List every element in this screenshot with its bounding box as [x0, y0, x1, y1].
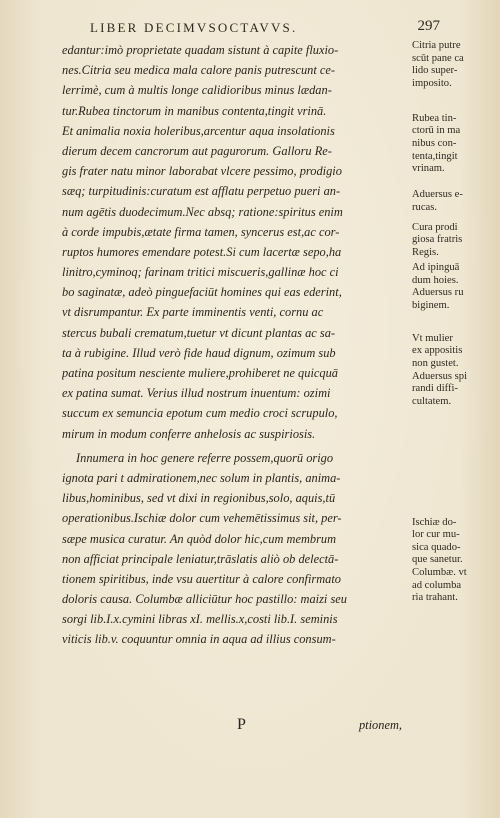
text-line: libus,hominibus, sed vt dixi in regionibus,solo, aquis,tū [62, 491, 336, 506]
margin-note-line: ex appositis [412, 345, 463, 357]
text-line: Innumera in hoc genere referre possem,quorū origo [76, 450, 334, 465]
margin-note-line: sica quado- [412, 541, 461, 553]
text-line: sæpe musica curatur. An quòd dolor hic,cum membrum [62, 531, 337, 546]
margin-note-line: Aduersus e- [412, 189, 463, 201]
text-line: patina positum nesciente muliere,prohiberet ne quicquā [62, 366, 338, 380]
margin-note-line: giosa fratris [412, 234, 463, 246]
margin-note-line: ria trahant. [412, 592, 458, 604]
margin-note-line: non gustet. [412, 358, 459, 370]
running-head: LIBER DECIMVSOCTAVVS. [90, 20, 298, 35]
main-text-block [62, 40, 408, 650]
margin-note-line: Rubea tin- [412, 112, 457, 124]
catchword: ptionem, [358, 718, 402, 732]
text-line: viticis lib.v. coquuntur omnia in aqua ad illius consum- [62, 632, 336, 647]
margin-note-line: cultatem. [412, 395, 452, 407]
margin-note-line: rucas. [412, 202, 437, 214]
margin-note-line: nibus con- [412, 137, 457, 149]
text-line: Et animalia noxia holeribus,arcentur aqua insolationis [62, 123, 335, 138]
text-line: gis frater natu minor laborabat vlcere pessimo, prodigio [62, 164, 342, 179]
margin-note-line: scūt pane ca [412, 52, 464, 64]
margin-note-line: Regis. [412, 246, 439, 258]
margin-note-line: Aduersus spi [412, 370, 468, 382]
text-line: nes.Citria seu medica mala calore panis putrescunt ce- [62, 63, 336, 78]
margin-note [412, 517, 498, 605]
text-line: edantur:imò proprietate quadam sistunt à capite fluxio- [62, 43, 339, 57]
margin-note-line: Cura prodi [412, 221, 458, 233]
margin-note-line: ctorū in ma [412, 125, 461, 137]
text-line: non afficiat principale leniatur,trāslatis aliò ob delectā- [62, 551, 339, 566]
text-line: lerrimè, cum à multis longe calidioribus minus lædan- [62, 83, 332, 98]
margin-note-line: imposito. [412, 77, 452, 89]
text-line: stercus bubali crematum,tuetur vt dicunt plantas ac sa- [62, 325, 336, 340]
text-line: à corde impubis,ætate firma tamen, syncerus est,ac cor- [62, 224, 340, 239]
text-line: operationibus.Ischiæ dolor cum vehemētissimus sit, per- [62, 511, 342, 526]
text-line: dierum decem cancrorum aut pagurorum. Galloru Re- [62, 143, 332, 158]
text-line: tur.Rubea tinctorum in manibus contenta,tingit vrinā. [62, 103, 327, 118]
margin-note-line: tenta,tingit [412, 150, 458, 162]
text-line: tionem spiritibus, inde vsu auertitur à calore confirmato [62, 571, 342, 586]
text-line: vt disrumpantur. Ex parte imminentis venti, cornu ac [62, 305, 324, 320]
margin-note-line: Aduersus ru [412, 287, 464, 299]
margin-note-line: Citria putre [412, 40, 461, 51]
margin-note-line: lor cur mu- [412, 529, 460, 541]
signature-mark: P [237, 716, 246, 733]
page-header [90, 18, 440, 40]
margin-note-line: Vt mulier [412, 332, 453, 344]
margin-note [412, 333, 498, 409]
text-line: doloris causa. Columbæ alliciūtur hoc pastillo: maizi seu [62, 592, 347, 607]
margin-note-line: dum hoies. [412, 274, 459, 286]
margin-note-line: Columbæ. vt [412, 567, 467, 579]
text-line: num agētis duodecimum.Nec absq; ratione:spiritus enim [62, 204, 343, 219]
margin-note-line: randi diffi- [412, 383, 458, 395]
text-line: bo saginatæ, adeò pinguefaciūt homines qui eas ederint, [62, 285, 342, 300]
margin-note-line: Ad ipinguā [412, 262, 460, 274]
margin-note-line: vrinam. [412, 163, 445, 175]
margin-note [412, 222, 498, 260]
margin-note [412, 113, 498, 176]
text-line: succum ex semuncia epotum cum medio croci scrupulo, [62, 406, 338, 421]
text-line: ta à rubigine. Illud verò fide haud dignum, ozimum sub [62, 345, 336, 360]
text-line: sæq; turpitudinis:curatum est afflatu perpetuo pueri an- [62, 184, 341, 199]
margin-note-line: biginem. [412, 299, 450, 311]
text-line: sorgi lib.I.x.cymini libras xI. mellis.x,costi lib.I. seminis [62, 612, 338, 627]
text-line: ruptos humores emendare potest.Si cum lacertæ sepo,ha [62, 244, 342, 259]
margin-note-line: ad columba [412, 579, 462, 591]
text-line: ex patina sumat. Verius illud nostrum inuentum: ozimi [62, 386, 331, 401]
margin-note-line: Ischiæ do- [412, 516, 457, 528]
margin-note [412, 189, 498, 214]
margin-note [412, 262, 498, 312]
text-line: linitro,cyminoq; farinam tritici miscueris,gallinæ hoc ci [62, 265, 339, 280]
margin-note-line: que sanetur. [412, 554, 463, 566]
text-line: ignota pari t admirationem,nec solum in plantis, anima- [62, 470, 341, 485]
margin-note [412, 40, 498, 90]
page-footer [62, 716, 408, 738]
text-line: mirum in modum conferre anhelosis ac suspiriosis. [62, 426, 316, 441]
margin-note-line: lido super- [412, 65, 458, 77]
page-number: 297 [417, 18, 440, 34]
